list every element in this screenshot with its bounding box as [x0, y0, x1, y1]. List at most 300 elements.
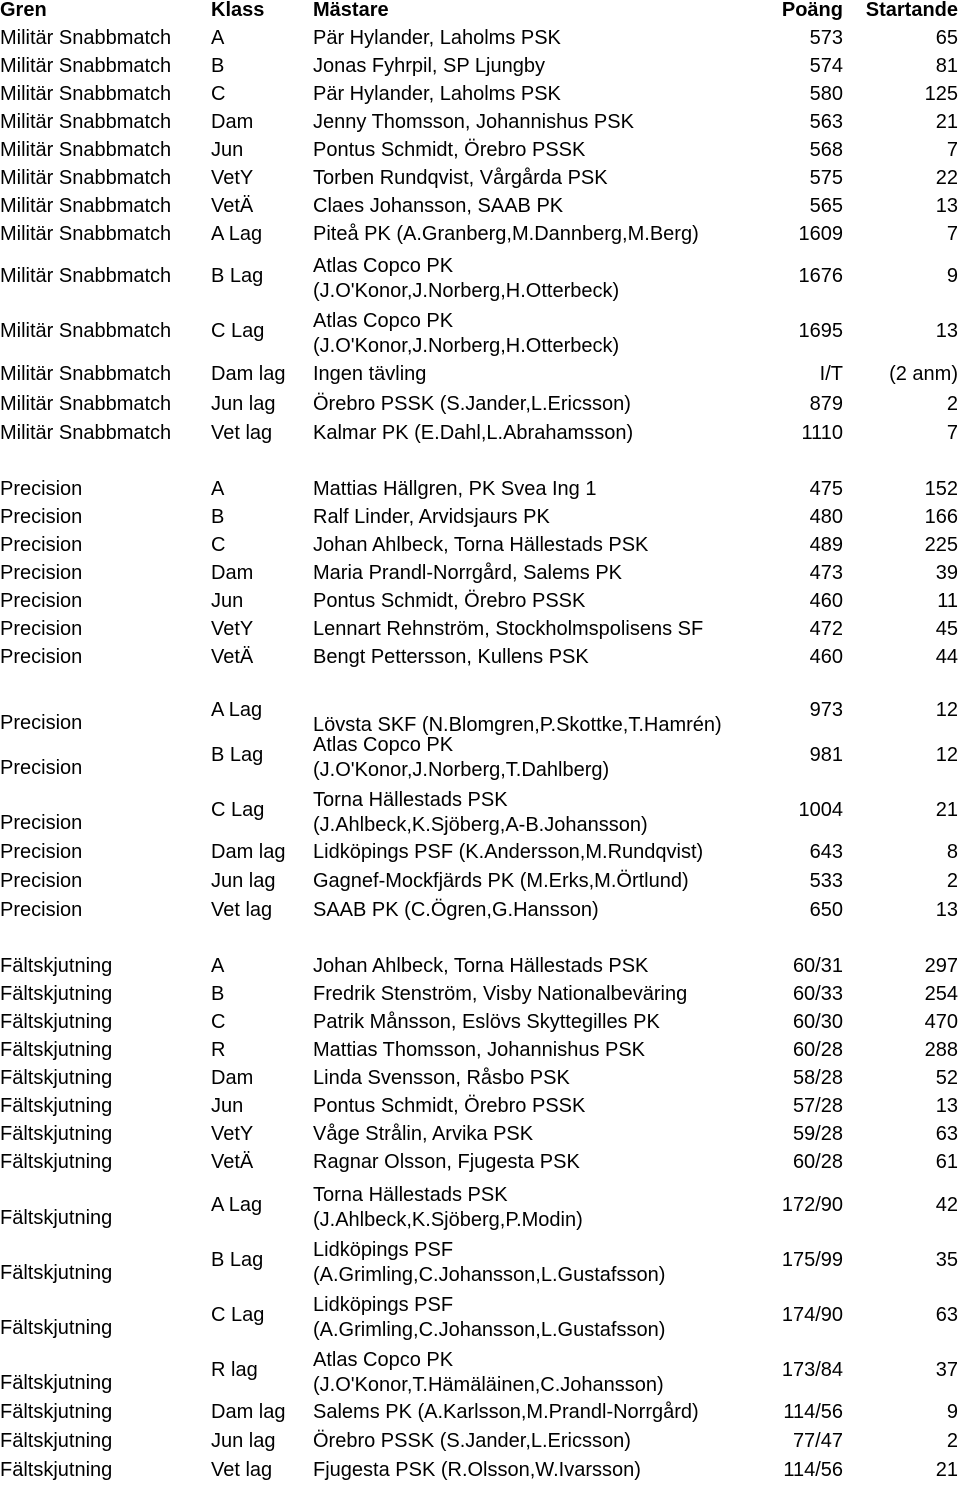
cell-startande: 52 [935, 1067, 958, 1089]
cell-mastare-line: Patrik Månsson, Eslövs Skyttegilles PK [313, 1011, 660, 1033]
cell-startande: 44 [935, 646, 958, 668]
cell-poang: I/T [819, 363, 843, 385]
cell-poang: 1110 [801, 422, 843, 444]
cell-poang: 60/28 [792, 1151, 843, 1173]
table-row [0, 1238, 960, 1288]
cell-startande: (2 anm) [889, 363, 958, 385]
cell-startande: 37 [935, 1359, 958, 1381]
table-row [0, 196, 960, 218]
cell-startande: 45 [935, 618, 958, 640]
cell-klass: Jun lag [211, 1430, 276, 1452]
table-row [0, 984, 960, 1006]
cell-mastare-line: Lidköpings PSF [313, 1239, 454, 1261]
cell-mastare [313, 591, 585, 611]
cell-klass: C [211, 534, 226, 556]
cell-klass: A [211, 955, 225, 977]
table-row [0, 423, 960, 445]
cell-poang: 565 [809, 195, 843, 217]
cell-mastare [313, 112, 634, 132]
table-row [0, 1152, 960, 1174]
cell-mastare [313, 1012, 660, 1032]
table-row [0, 112, 960, 134]
cell-gren: Fältskjutning [0, 1459, 113, 1481]
cell-poang: 77/47 [792, 1430, 843, 1452]
cell-startande: 225 [924, 534, 958, 556]
cell-klass: R [211, 1039, 226, 1061]
cell-mastare [313, 1068, 570, 1088]
table-row [0, 394, 960, 416]
cell-klass: VetY [211, 1123, 254, 1145]
cell-mastare-line: Atlas Copco PK [313, 1349, 454, 1371]
cell-poang: 173/84 [781, 1359, 843, 1381]
cell-poang: 1695 [798, 320, 843, 342]
cell-startande: 11 [937, 590, 958, 612]
cell-startande: 42 [935, 1194, 958, 1216]
cell-gren: Fältskjutning [0, 1011, 113, 1033]
cell-startande: 39 [935, 562, 958, 584]
cell-mastare-line: Kalmar PK (E.Dahl,L.Abrahamsson) [313, 422, 634, 444]
cell-gren: Precision [0, 712, 83, 734]
cell-mastare-line: Claes Johansson, SAAB PK [313, 195, 564, 217]
cell-poang: 879 [809, 393, 843, 415]
cell-gren: Militär Snabbmatch [0, 27, 172, 49]
table-row [0, 140, 960, 162]
cell-klass: VetY [211, 167, 254, 189]
cell-mastare [313, 688, 722, 738]
cell-mastare [313, 1402, 699, 1422]
cell-mastare-line: Våge Strålin, Arvika PSK [313, 1123, 534, 1145]
cell-mastare [313, 956, 648, 976]
cell-poang: 60/33 [792, 983, 843, 1005]
cell-mastare-line: Ingen tävling [313, 363, 427, 385]
table-row [0, 309, 960, 359]
cell-mastare-line: Örebro PSSK (S.Jander,L.Ericsson) [313, 1430, 631, 1452]
cell-gren: Militär Snabbmatch [0, 393, 172, 415]
cell-klass: Vet lag [211, 1459, 273, 1481]
header-startande: Startande [865, 0, 958, 21]
cell-klass: Vet lag [211, 422, 273, 444]
cell-mastare [313, 733, 609, 783]
cell-poang: 472 [809, 618, 843, 640]
table-row [0, 1460, 960, 1482]
cell-mastare-line: Atlas Copco PK [313, 255, 454, 277]
table-row [0, 619, 960, 641]
cell-mastare [313, 900, 599, 920]
cell-mastare [313, 1124, 533, 1144]
cell-gren: Militär Snabbmatch [0, 195, 172, 217]
cell-mastare [313, 1183, 583, 1233]
table-row [0, 364, 960, 386]
cell-gren: Precision [0, 534, 83, 556]
cell-mastare [313, 984, 687, 1004]
cell-poang: 60/30 [792, 1011, 843, 1033]
table-row [0, 591, 960, 613]
cell-poang: 563 [809, 111, 843, 133]
cell-startande: 81 [935, 55, 958, 77]
cell-klass: Vet lag [211, 899, 273, 921]
cell-mastare-line: (J.O'Konor,T.Hämäläinen,C.Johansson) [313, 1374, 664, 1396]
cell-klass: Dam lag [211, 841, 286, 863]
cell-klass: VetÄ [211, 646, 254, 668]
cell-startande: 7 [946, 422, 958, 444]
cell-mastare-line: Jenny Thomsson, Johannishus PSK [313, 111, 634, 133]
cell-gren: Fältskjutning [0, 1207, 113, 1229]
cell-startande: 8 [946, 841, 958, 863]
cell-poang: 1609 [798, 223, 843, 245]
table-row [0, 956, 960, 978]
cell-mastare [313, 535, 648, 555]
cell-startande: 12 [935, 699, 958, 721]
cell-gren: Fältskjutning [0, 955, 113, 977]
cell-mastare-line: Lövsta SKF (N.Blomgren,P.Skottke,T.Hamrén) [313, 714, 722, 736]
cell-startande: 22 [935, 167, 958, 189]
cell-mastare-line: Maria Prandl-Norrgård, Salems PK [313, 562, 622, 584]
cell-mastare-line: Örebro PSSK (S.Jander,L.Ericsson) [313, 393, 631, 415]
cell-klass: Jun lag [211, 870, 276, 892]
cell-poang: 480 [809, 506, 843, 528]
cell-mastare-line: (J.O'Konor,J.Norberg,H.Otterbeck) [313, 280, 620, 302]
cell-poang: 533 [809, 870, 843, 892]
table-row [0, 871, 960, 893]
cell-klass: Dam [211, 1067, 254, 1089]
cell-klass: B [211, 506, 225, 528]
cell-gren: Militär Snabbmatch [0, 111, 172, 133]
cell-poang: 57/28 [792, 1095, 843, 1117]
cell-gren: Fältskjutning [0, 1372, 113, 1394]
cell-klass: VetÄ [211, 1151, 254, 1173]
cell-gren: Precision [0, 812, 83, 834]
cell-mastare-line: Johan Ahlbeck, Torna Hällestads PSK [313, 534, 649, 556]
cell-gren: Fältskjutning [0, 1317, 113, 1339]
cell-startande: 9 [946, 1401, 958, 1423]
cell-mastare [313, 224, 699, 244]
cell-gren: Precision [0, 478, 83, 500]
cell-gren: Precision [0, 590, 83, 612]
table-row [0, 1348, 960, 1398]
cell-klass: B Lag [211, 265, 264, 287]
cell-klass: Jun [211, 590, 244, 612]
cell-mastare-line: Torben Rundqvist, Vårgårda PSK [313, 167, 608, 189]
header-mastare: Mästare [313, 0, 389, 21]
cell-gren: Fältskjutning [0, 983, 113, 1005]
cell-gren: Militär Snabbmatch [0, 422, 172, 444]
cell-mastare-line: (A.Grimling,C.Johansson,L.Gustafsson) [313, 1319, 666, 1341]
cell-klass: B [211, 55, 225, 77]
cell-mastare-line: Salems PK (A.Karlsson,M.Prandl-Norrgård) [313, 1401, 699, 1423]
cell-mastare [313, 56, 545, 76]
cell-mastare-line: SAAB PK (C.Ögren,G.Hansson) [313, 899, 599, 921]
cell-mastare [313, 254, 619, 304]
cell-gren: Militär Snabbmatch [0, 223, 172, 245]
cell-gren: Militär Snabbmatch [0, 167, 172, 189]
cell-startande: 13 [935, 1095, 958, 1117]
cell-poang: 60/28 [792, 1039, 843, 1061]
cell-gren: Fältskjutning [0, 1039, 113, 1061]
cell-klass: C [211, 83, 226, 105]
cell-mastare [313, 364, 426, 384]
cell-klass: B Lag [211, 744, 264, 766]
cell-poang: 568 [809, 139, 843, 161]
cell-klass: Dam [211, 562, 254, 584]
cell-mastare [313, 84, 561, 104]
cell-gren: Precision [0, 562, 83, 584]
cell-mastare-line: (J.O'Konor,J.Norberg,T.Dahlberg) [313, 759, 610, 781]
cell-gren: Precision [0, 757, 83, 779]
cell-startande: 13 [935, 899, 958, 921]
cell-poang: 475 [809, 478, 843, 500]
cell-klass: C Lag [211, 1304, 265, 1326]
table-row [0, 1431, 960, 1453]
cell-mastare-line: Mattias Thomsson, Johannishus PSK [313, 1039, 646, 1061]
cell-klass: A [211, 27, 225, 49]
cell-mastare [313, 140, 585, 160]
cell-poang: 573 [809, 27, 843, 49]
cell-gren: Militär Snabbmatch [0, 55, 172, 77]
header-poang: Poäng [781, 0, 843, 21]
table-row [0, 1183, 960, 1233]
cell-gren: Fältskjutning [0, 1262, 113, 1284]
table-row [0, 1293, 960, 1343]
table-row [0, 563, 960, 585]
cell-gren: Militär Snabbmatch [0, 139, 172, 161]
cell-klass: A Lag [211, 1194, 263, 1216]
cell-poang: 1676 [798, 265, 843, 287]
cell-startande: 2 [946, 393, 958, 415]
cell-startande: 65 [935, 27, 958, 49]
cell-mastare-line: Mattias Hällgren, PK Svea Ing 1 [313, 478, 597, 500]
cell-mastare [313, 168, 608, 188]
cell-poang: 60/31 [792, 955, 843, 977]
cell-poang: 643 [809, 841, 843, 863]
table-row [0, 535, 960, 557]
header-klass: Klass [211, 0, 265, 21]
cell-klass: Dam lag [211, 363, 286, 385]
cell-klass: B [211, 983, 225, 1005]
cell-gren: Fältskjutning [0, 1151, 113, 1173]
cell-gren: Precision [0, 618, 83, 640]
cell-mastare-line: Atlas Copco PK [313, 734, 454, 756]
cell-mastare [313, 394, 631, 414]
cell-mastare-line: Fredrik Stenström, Visby Nationalbeväring [313, 983, 688, 1005]
cell-startande: 12 [935, 744, 958, 766]
cell-mastare [313, 1096, 585, 1116]
cell-startande: 166 [924, 506, 958, 528]
cell-mastare-line: Linda Svensson, Råsbo PSK [313, 1067, 570, 1089]
cell-mastare [313, 1238, 665, 1288]
table-row [0, 733, 960, 783]
cell-mastare [313, 871, 689, 891]
cell-poang: 1004 [798, 799, 843, 821]
cell-mastare-line: Ragnar Olsson, Fjugesta PSK [313, 1151, 580, 1173]
cell-startande: 2 [946, 870, 958, 892]
cell-gren: Militär Snabbmatch [0, 363, 172, 385]
cell-startande: 61 [935, 1151, 958, 1173]
cell-klass: A Lag [211, 223, 263, 245]
cell-startande: 152 [924, 478, 958, 500]
table-row [0, 224, 960, 246]
cell-mastare [313, 619, 703, 639]
cell-startande: 2 [946, 1430, 958, 1452]
cell-gren: Fältskjutning [0, 1123, 113, 1145]
table-row [0, 1012, 960, 1034]
cell-startande: 21 [935, 799, 958, 821]
cell-gren: Fältskjutning [0, 1430, 113, 1452]
cell-klass: Jun [211, 139, 244, 161]
table-row [0, 254, 960, 304]
cell-mastare-line [313, 688, 722, 713]
cell-mastare [313, 28, 561, 48]
cell-mastare [313, 479, 596, 499]
cell-mastare-line: Fjugesta PSK (R.Olsson,W.Ivarsson) [313, 1459, 641, 1481]
cell-mastare [313, 309, 619, 359]
table-row [0, 479, 960, 501]
cell-startande: 21 [935, 1459, 958, 1481]
cell-gren: Fältskjutning [0, 1401, 113, 1423]
table-row [0, 84, 960, 106]
cell-gren: Precision [0, 870, 83, 892]
cell-klass: A [211, 478, 225, 500]
cell-mastare [313, 507, 550, 527]
cell-klass: C Lag [211, 799, 265, 821]
cell-startande: 9 [946, 265, 958, 287]
cell-poang: 114/56 [783, 1459, 843, 1481]
cell-gren: Precision [0, 646, 83, 668]
cell-klass: Dam [211, 111, 254, 133]
table-row [0, 56, 960, 78]
cell-startande: 254 [924, 983, 958, 1005]
cell-poang: 489 [809, 534, 843, 556]
cell-mastare-line: Lennart Rehnström, Stockholmspolisens SF [313, 618, 704, 640]
table-row [0, 647, 960, 669]
cell-gren: Precision [0, 506, 83, 528]
cell-mastare-line: Piteå PK (A.Granberg,M.Dannberg,M.Berg) [313, 223, 699, 245]
cell-klass: Dam lag [211, 1401, 286, 1423]
cell-klass: A Lag [211, 699, 263, 721]
cell-poang: 575 [809, 167, 843, 189]
cell-gren: Fältskjutning [0, 1095, 113, 1117]
cell-mastare [313, 423, 633, 443]
cell-mastare [313, 1348, 664, 1398]
table-row [0, 1402, 960, 1424]
cell-startande: 21 [935, 111, 958, 133]
cell-klass: C [211, 1011, 226, 1033]
cell-poang: 460 [809, 590, 843, 612]
cell-mastare [313, 788, 648, 838]
cell-mastare-line: Jonas Fyhrpil, SP Ljungby [313, 55, 545, 77]
cell-klass: Jun [211, 1095, 244, 1117]
cell-poang: 981 [809, 744, 843, 766]
cell-startande: 288 [924, 1039, 958, 1061]
cell-mastare-line: (J.Ahlbeck,K.Sjöberg,A-B.Johansson) [313, 814, 648, 836]
cell-mastare-line: Ralf Linder, Arvidsjaurs PK [313, 506, 550, 528]
cell-startande: 7 [946, 139, 958, 161]
cell-klass: C Lag [211, 320, 265, 342]
cell-gren: Militär Snabbmatch [0, 83, 172, 105]
table-row [0, 842, 960, 864]
cell-mastare-line: Bengt Pettersson, Kullens PSK [313, 646, 589, 668]
table-row [0, 168, 960, 190]
cell-mastare-line: Pontus Schmidt, Örebro PSSK [313, 139, 586, 161]
cell-startande: 470 [924, 1011, 958, 1033]
header-gren: Gren [0, 0, 47, 21]
cell-poang: 59/28 [792, 1123, 843, 1145]
cell-mastare-line: (J.O'Konor,J.Norberg,H.Otterbeck) [313, 335, 620, 357]
cell-poang: 58/28 [792, 1067, 843, 1089]
cell-startande: 13 [935, 320, 958, 342]
cell-startande: 7 [946, 223, 958, 245]
cell-startande: 125 [924, 83, 958, 105]
cell-gren: Fältskjutning [0, 1067, 113, 1089]
cell-mastare-line: Gagnef-Mockfjärds PK (M.Erks,M.Örtlund) [313, 870, 689, 892]
table-row [0, 1040, 960, 1062]
cell-mastare-line: Johan Ahlbeck, Torna Hällestads PSK [313, 955, 649, 977]
table-row [0, 1096, 960, 1118]
cell-mastare-line: Lidköpings PSF (K.Andersson,M.Rundqvist) [313, 841, 704, 863]
cell-mastare-line: Pontus Schmidt, Örebro PSSK [313, 1095, 586, 1117]
cell-klass: VetÄ [211, 195, 254, 217]
cell-startande: 13 [935, 195, 958, 217]
cell-poang: 175/99 [781, 1249, 843, 1271]
cell-mastare-line: Lidköpings PSF [313, 1294, 454, 1316]
cell-klass: Jun lag [211, 393, 276, 415]
cell-klass: R lag [211, 1359, 258, 1381]
table-row [0, 507, 960, 529]
cell-gren: Precision [0, 841, 83, 863]
header-row [0, 0, 960, 22]
cell-mastare [313, 196, 563, 216]
cell-poang: 114/56 [783, 1401, 843, 1423]
cell-mastare [313, 1152, 580, 1172]
cell-mastare [313, 842, 703, 862]
cell-poang: 174/90 [781, 1304, 843, 1326]
cell-mastare-line: Atlas Copco PK [313, 310, 454, 332]
cell-mastare [313, 647, 589, 667]
cell-gren: Militär Snabbmatch [0, 265, 172, 287]
cell-startande: 63 [935, 1123, 958, 1145]
cell-poang: 650 [809, 899, 843, 921]
table-row [0, 28, 960, 50]
cell-poang: 574 [809, 55, 843, 77]
cell-klass: VetY [211, 618, 254, 640]
cell-poang: 580 [809, 83, 843, 105]
cell-mastare [313, 1460, 641, 1480]
cell-poang: 973 [809, 699, 843, 721]
cell-mastare [313, 1431, 631, 1451]
cell-gren: Militär Snabbmatch [0, 320, 172, 342]
table-row [0, 900, 960, 922]
table-row [0, 688, 960, 738]
cell-startande: 35 [935, 1249, 958, 1271]
cell-mastare [313, 563, 622, 583]
table-row [0, 1124, 960, 1146]
cell-klass: B Lag [211, 1249, 264, 1271]
table-row [0, 1068, 960, 1090]
cell-mastare-line: Torna Hällestads PSK [313, 1184, 508, 1206]
table-row [0, 788, 960, 838]
cell-mastare-line: Pär Hylander, Laholms PSK [313, 27, 561, 49]
cell-mastare-line: Pär Hylander, Laholms PSK [313, 83, 561, 105]
cell-mastare-line: (J.Ahlbeck,K.Sjöberg,P.Modin) [313, 1209, 583, 1231]
cell-gren: Precision [0, 899, 83, 921]
cell-mastare [313, 1293, 665, 1343]
cell-mastare-line: Torna Hällestads PSK [313, 789, 508, 811]
cell-poang: 473 [809, 562, 843, 584]
cell-mastare-line: Pontus Schmidt, Örebro PSSK [313, 590, 586, 612]
cell-mastare-line: (A.Grimling,C.Johansson,L.Gustafsson) [313, 1264, 666, 1286]
cell-startande: 297 [924, 955, 958, 977]
cell-startande: 63 [935, 1304, 958, 1326]
cell-poang: 460 [809, 646, 843, 668]
